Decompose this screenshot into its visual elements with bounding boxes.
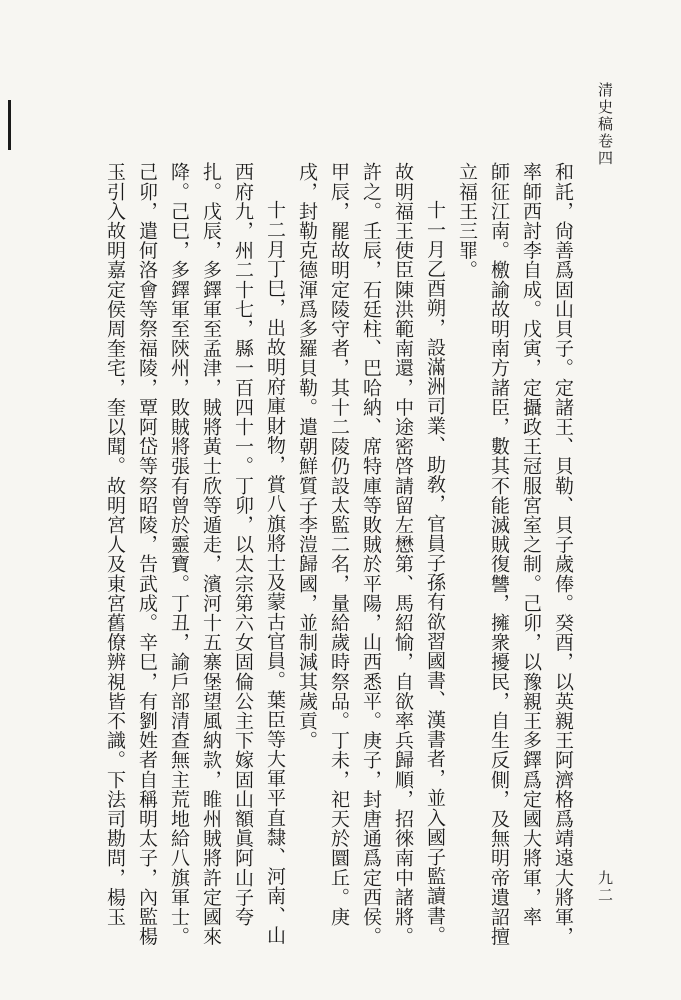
vertical-text-body bbox=[79, 162, 579, 962]
text-column: 許之。壬辰，石廷柱、巴哈納、席特庫等敗賊於平陽，山西悉平。庚子，封唐通爲定西侯。 bbox=[360, 162, 382, 946]
text-column: 降。己巳，多鐸軍至陝州，敗賊將張有曾於靈寶。丁丑，諭戶部清查無主荒地給八旗軍士。 bbox=[168, 162, 190, 946]
page-number: 九二 bbox=[596, 870, 614, 904]
text-column: 扎。戊辰，多鐸軍至孟津，賊將黃士欣等遁走，濱河十五寨堡望風納款，睢州賊將許定國來 bbox=[200, 162, 222, 946]
text-column: 故明福王使臣陳洪範南還，中途密啓請留左懋第、馬紹愉，自欲率兵歸順，招徠南中諸將。 bbox=[392, 162, 414, 946]
text-column: 師征江南。檄諭故明南方諸臣，數其不能滅賊復讐，擁衆擾民，自生反側，及無明帝遺詔擅 bbox=[488, 162, 510, 946]
text-column: 西府九，州二十七，縣一百四十一。丁卯，以太宗第六女固倫公主下嫁固山額眞阿山子夸 bbox=[232, 162, 254, 927]
text-column: 甲辰，罷故明定陵守者，其十二陵仍設太監二名，量給歲時祭品。丁未，祀天於圜丘。庚 bbox=[328, 162, 350, 927]
text-column: 己卯，遣何洛會等祭福陵，覃阿岱等祭昭陵，告武成。辛巳，有劉姓者自稱明太子，內監楊 bbox=[136, 162, 158, 946]
text-column: 玉引入故明嘉定侯周奎宅，奎以聞。故明宮人及東宮舊僚辨視皆不識。下法司勘問，楊玉 bbox=[104, 162, 126, 927]
scan-edge-mark bbox=[8, 100, 11, 150]
text-column: 十二月丁巳，出故明府庫財物，賞八旗將士及蒙古官員。葉臣等大軍平直隸、河南、山 bbox=[264, 200, 286, 945]
text-column: 和託，尙善爲固山貝子。定諸王、貝勒、貝子歲俸。癸酉，以英親王阿濟格爲靖遠大將軍， bbox=[552, 162, 574, 946]
text-column: 立福王三罪。 bbox=[456, 162, 478, 280]
text-column: 戌，封勒克德渾爲多羅貝勒。遣朝鮮質子李溰歸國，並制減其歲貢。 bbox=[296, 162, 318, 750]
text-column: 率師西討李自成。戊寅，定攝政王冠服宮室之制。己卯，以豫親王多鐸爲定國大將軍，率 bbox=[520, 162, 542, 927]
text-column: 十一月乙酉朔，設滿洲司業、助敎，官員子孫有欲習國書、漢書者，並入國子監讀書。 bbox=[424, 200, 446, 945]
running-header-title: 清史稿卷四 bbox=[596, 82, 614, 167]
